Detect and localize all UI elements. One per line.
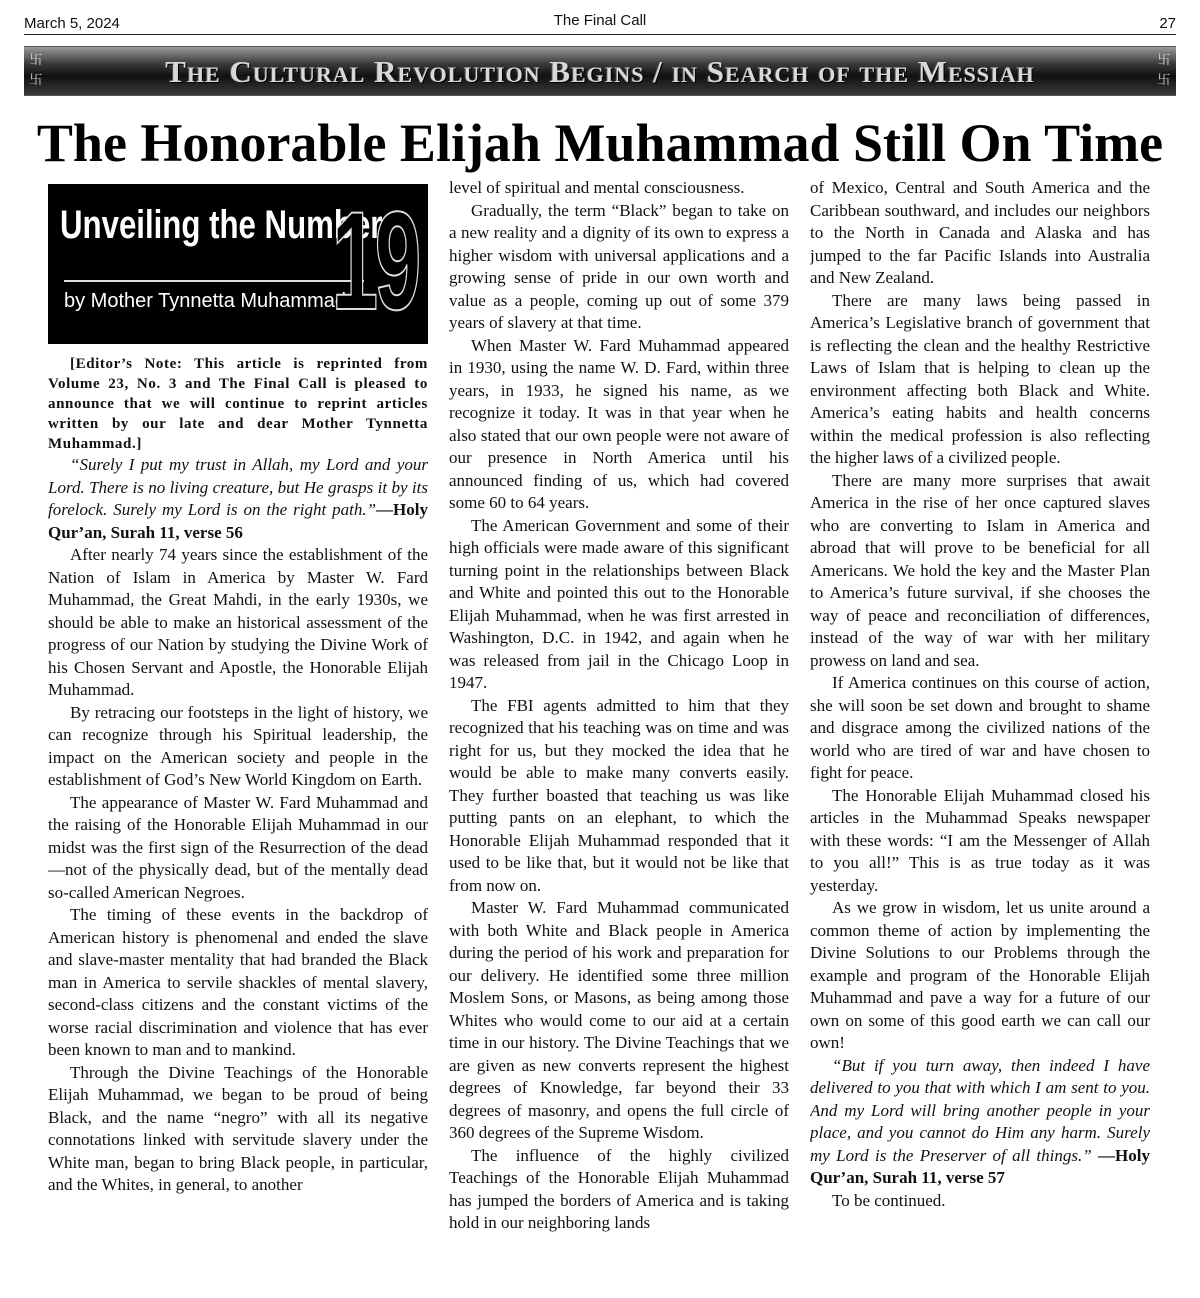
opening-citation: —Holy Qur’an, Surah 11, verse 56 — [48, 500, 428, 542]
paragraph: The American Government and some of their high officials were made aware of this significant turning point in the relationships between Black and White and pointed this out to the Honorable Elijah Muhammad, when he was first arrested in Washington, D.C. in 1942, and again when he was released from jail in the Chicago Loop in 1947. — [449, 515, 789, 692]
to-be-continued: To be continued. — [832, 1190, 946, 1210]
column-logo-title: Unveiling the Number — [60, 203, 383, 247]
section-banner-title: The Cultural Revolution Begins / in Search of the Messiah — [165, 54, 1035, 89]
closing-quote: “But if you turn away, then indeed I have delivered to you that with which I am sent to you. And my Lord will bring another people in your place, and you cannot do Him any harm. Surely my Lord is the Preserver of all things.” —Holy Qur’an, Surah 11, verse 57 — [810, 1055, 1150, 1187]
banner-ornament-icon: 卐 卐 — [1157, 53, 1171, 88]
paragraph: By retracing our footsteps in the light of history, we can recognize through his Spiritual leadership, the impact on the American society and people in the establishment of God’s New World Kingdom on Earth. — [48, 702, 428, 789]
paragraph: There are many more surprises that await America in the rise of her once captured slaves who are converting to Islam in America and abroad that will prove to be beneficial for all Americans. We hold the key and the Master Plan to America’s future survival, if she chooses the way of peace and reconciliation of differences, instead of the way of war with her military prowess on land and sea. — [810, 470, 1150, 670]
paragraph: Master W. Fard Muhammad communicated with both White and Black people in America during the period of his work and preparation for our delivery. He identified some three million Moslem Sons, or Masons, as being among those Whites who would come to our aid at a certain time in our history. The Divine Teachings that we are given as new converts represent the highest degrees of Knowledge, far beyond their 33 degrees of masonry, and opens the full circle of 360 degrees of the Supreme Wisdom. — [449, 898, 789, 1142]
article-headline: The Honorable Elijah Muhammad Still On Time — [36, 113, 1164, 173]
paragraph: As we grow in wisdom, let us unite around a common theme of action by implementing the Divine Solutions to our Problems through the example and program of the Honorable Elijah Muhammad and pave a way for a future of our own on some of this good earth we can call our own! — [810, 898, 1150, 1052]
page-number: 27 — [1159, 15, 1176, 32]
editor-note: [Editor’s Note: This article is reprinted from Volume 23, No. 3 and The Final Call is pleased to announce that we will continue to reprint articles written by our late and dear Mother Tynnetta Muhammad.] — [48, 356, 428, 452]
column-logo-byline: by Mother Tynnetta Muhammad — [64, 290, 346, 312]
banner-ornament-icon: 卐 卐 — [29, 53, 43, 88]
paragraph: The timing of these events in the backdrop of American history is phenomenal and ended the slave and slave-master mentality that had branded the Black man in America to servile shackles of mental slavery, second-class citizens and the constant victims of the worse racial discrimination and violence that has ever been known to man and to mankind. — [48, 905, 428, 1059]
issue-date: March 5, 2024 — [24, 15, 120, 32]
paragraph: The Honorable Elijah Muhammad closed his articles in the Muhammad Speaks newspaper with these words: “I am the Messenger of Allah to you all!” This is as true today as it was yesterday. — [810, 785, 1150, 895]
paragraph: When Master W. Fard Muhammad appeared in 1930, using the name W. D. Fard, within three years, in 1933, he signed his name, as we recognize it today. It was in that year when he also stated that our own people were not aware of our presence in North America until his announced finding of us, which had covered some 60 to 64 years. — [449, 335, 789, 512]
paragraph: The influence of the highly civilized Teachings of the Honorable Elijah Muhammad has jumped the borders of America and is taking hold in our neighboring lands — [449, 1145, 789, 1232]
paragraph: The FBI agents admitted to him that they recognized that his teaching was on time and was right for us, but they mocked the idea that he would be able to make many converts easily. They further boasted that teaching us was like putting pants on an elephant, to which the Honorable Elijah Muhammad responded that it used to be like that, but it would not be like that from now on. — [449, 695, 789, 895]
article-column-1 — [48, 176, 428, 1276]
newspaper-name: The Final Call — [553, 12, 647, 29]
paragraph: After nearly 74 years since the establishment of the Nation of Islam in America by Master W. Fard Muhammad, the Great Mahdi, in the early 1930s, we should be able to make an historical assessment of the progress of our Nation by studying the Divine Work of his Chosen Servant and Apostle, the Honorable Elijah Muhammad. — [48, 545, 428, 699]
paragraph-continuation: level of spiritual and mental consciousness. — [449, 178, 745, 197]
closing-citation: —Holy Qur’an, Surah 11, verse 57 — [810, 1145, 1150, 1187]
paragraph: If America continues on this course of action, she will soon be set down and brought to shame and disgrace among the civilized nations of the world who are tired of war and have chosen to fight for peace. — [810, 673, 1150, 782]
article-column-3 — [810, 177, 1150, 1277]
column-logo-number: 19 — [331, 184, 418, 339]
column-logo — [48, 184, 428, 344]
paragraph: There are many laws being passed in America’s Legislative branch of government that is reflecting the clean and the healthy Restrictive Laws of Islam that is helping to clean up the environment affecting both Black and White. America’s eating habits and health concerns within the medical profession is also reflecting the higher laws of a civilized people. — [810, 290, 1150, 467]
paragraph-continuation: of Mexico, Central and South America and the Caribbean southward, and includes our neighbors to the North in Canada and Alaska and has jumped to the far Pacific Islands into Australia and New Zealand. — [810, 178, 1150, 287]
section-banner — [24, 46, 1176, 96]
page-folio — [24, 12, 1176, 35]
paragraph: Through the Divine Teachings of the Honorable Elijah Muhammad, we began to be proud of being Black, and the name “negro” with all its negative connotations linked with servitude slavery under the White man, began to bring Black people, in particular, and the Whites, in general, to another — [48, 1062, 428, 1194]
paragraph: The appearance of Master W. Fard Muhammad and the raising of the Honorable Elijah Muhammad in our midst was the first sign of the Resurrection of the dead—not of the physically dead, but of the mentally dead so-called American Negroes. — [48, 792, 428, 902]
column-logo-rule — [64, 280, 364, 282]
paragraph: Gradually, the term “Black” began to take on a new reality and a dignity of its own to express a higher wisdom with universal applications and a growing sense of pride in our own worth and value as a people, coming up out of some 379 years of slavery at that time. — [449, 200, 789, 332]
opening-quote: “Surely I put my trust in Allah, my Lord and your Lord. There is no living creature, but He grasps it by its forelock. Surely my Lord is on the right path.”—Holy Qur’an, Surah 11, verse 56 — [48, 455, 428, 542]
article-column-2 — [449, 177, 789, 1277]
